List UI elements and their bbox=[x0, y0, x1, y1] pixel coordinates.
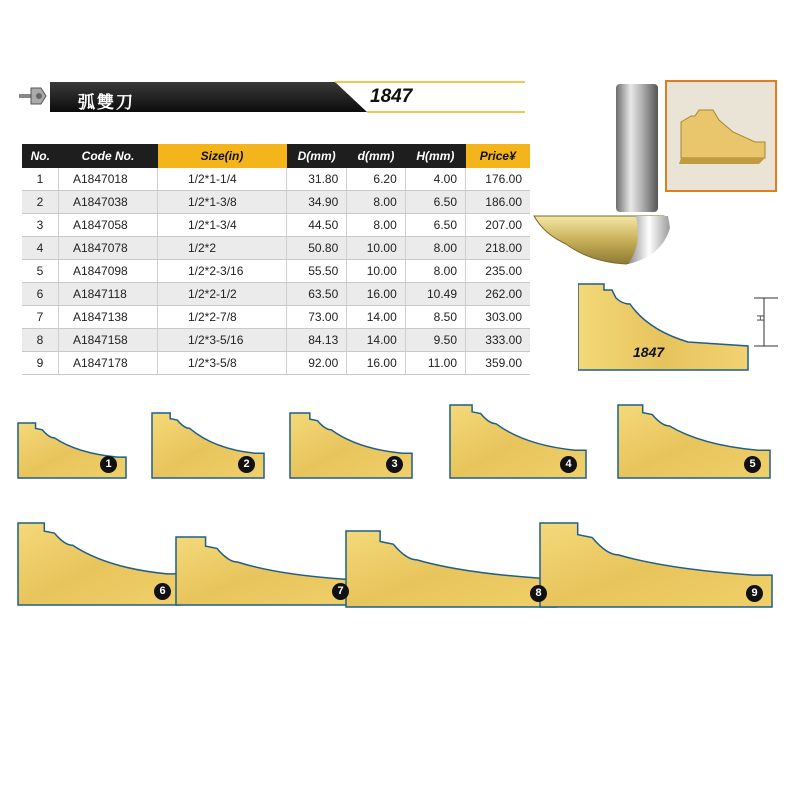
cell-code: A1847158 bbox=[59, 329, 158, 352]
table-row bbox=[22, 283, 530, 306]
cell-code: A1847178 bbox=[59, 352, 158, 375]
col-price: Price¥ bbox=[466, 144, 530, 168]
cell-H: 6.50 bbox=[405, 214, 465, 237]
cell-code: A1847058 bbox=[59, 214, 158, 237]
cell-code: A1847138 bbox=[59, 306, 158, 329]
cell-D: 63.50 bbox=[287, 283, 347, 306]
router-bit-icon bbox=[19, 88, 46, 104]
cell-D: 73.00 bbox=[287, 306, 347, 329]
cell-price: 176.00 bbox=[466, 168, 530, 191]
spec-table bbox=[22, 144, 530, 375]
cell-no: 2 bbox=[22, 191, 59, 214]
cell-D: 50.80 bbox=[287, 237, 347, 260]
cell-no: 8 bbox=[22, 329, 59, 352]
dimension-label: H bbox=[755, 314, 766, 322]
profile-number-badge: 6 bbox=[154, 583, 171, 600]
cell-H: 6.50 bbox=[405, 191, 465, 214]
table-row bbox=[22, 260, 530, 283]
table-row bbox=[22, 352, 530, 375]
cell-H: 8.00 bbox=[405, 260, 465, 283]
table-row bbox=[22, 214, 530, 237]
cell-size: 1/2*2-1/2 bbox=[158, 283, 287, 306]
profile-number-badge: 7 bbox=[332, 583, 349, 600]
col-d: d(mm) bbox=[347, 144, 406, 168]
cell-D: 84.13 bbox=[287, 329, 347, 352]
cell-H: 8.50 bbox=[405, 306, 465, 329]
cell-H: 8.00 bbox=[405, 237, 465, 260]
col-size: Size(in) bbox=[158, 144, 287, 168]
cell-size: 1/2*2-7/8 bbox=[158, 306, 287, 329]
table-header-row bbox=[22, 144, 530, 168]
cell-code: A1847038 bbox=[59, 191, 158, 214]
cell-H: 4.00 bbox=[405, 168, 465, 191]
profile-1847-large bbox=[578, 280, 784, 374]
profile-9 bbox=[540, 523, 772, 607]
cell-d: 6.20 bbox=[347, 168, 406, 191]
router-bit-photo bbox=[530, 78, 670, 278]
table-row bbox=[22, 168, 530, 191]
cell-H: 11.00 bbox=[405, 352, 465, 375]
cell-no: 5 bbox=[22, 260, 59, 283]
cell-D: 55.50 bbox=[287, 260, 347, 283]
cell-price: 359.00 bbox=[466, 352, 530, 375]
cell-H: 10.49 bbox=[405, 283, 465, 306]
cell-D: 31.80 bbox=[287, 168, 347, 191]
cell-D: 44.50 bbox=[287, 214, 347, 237]
cell-no: 9 bbox=[22, 352, 59, 375]
cell-D: 92.00 bbox=[287, 352, 347, 375]
cell-size: 1/2*1-1/4 bbox=[158, 168, 287, 191]
cell-price: 186.00 bbox=[466, 191, 530, 214]
profile-number-badge: 5 bbox=[744, 456, 761, 473]
cell-size: 1/2*1-3/4 bbox=[158, 214, 287, 237]
table-row bbox=[22, 237, 530, 260]
profile-number-badge: 4 bbox=[560, 456, 577, 473]
cell-D: 34.90 bbox=[287, 191, 347, 214]
col-no: No. bbox=[22, 144, 59, 168]
col-code: Code No. bbox=[59, 144, 158, 168]
cell-d: 14.00 bbox=[347, 306, 406, 329]
profiles-grid bbox=[0, 395, 800, 620]
wood-sample-photo bbox=[665, 80, 777, 192]
profile-8 bbox=[346, 531, 556, 607]
profile-label: 1847 bbox=[633, 344, 665, 360]
cell-d: 14.00 bbox=[347, 329, 406, 352]
profile-7 bbox=[176, 537, 358, 605]
cell-no: 1 bbox=[22, 168, 59, 191]
col-D: D(mm) bbox=[287, 144, 347, 168]
cell-no: 7 bbox=[22, 306, 59, 329]
table-row bbox=[22, 306, 530, 329]
cell-size: 1/2*2 bbox=[158, 237, 287, 260]
cell-price: 218.00 bbox=[466, 237, 530, 260]
profile-number-badge: 3 bbox=[386, 456, 403, 473]
model-number: 1847 bbox=[370, 86, 413, 107]
profile-number-badge: 8 bbox=[530, 585, 547, 602]
cell-size: 1/2*1-3/8 bbox=[158, 191, 287, 214]
cell-price: 333.00 bbox=[466, 329, 530, 352]
cell-size: 1/2*3-5/16 bbox=[158, 329, 287, 352]
cell-code: A1847118 bbox=[59, 283, 158, 306]
cell-price: 262.00 bbox=[466, 283, 530, 306]
cell-code: A1847078 bbox=[59, 237, 158, 260]
cell-price: 235.00 bbox=[466, 260, 530, 283]
cell-d: 10.00 bbox=[347, 260, 406, 283]
cell-d: 16.00 bbox=[347, 283, 406, 306]
cell-d: 16.00 bbox=[347, 352, 406, 375]
cell-price: 207.00 bbox=[466, 214, 530, 237]
cell-d: 8.00 bbox=[347, 191, 406, 214]
table-row bbox=[22, 329, 530, 352]
profile-number-badge: 9 bbox=[746, 585, 763, 602]
cell-code: A1847098 bbox=[59, 260, 158, 283]
cell-d: 8.00 bbox=[347, 214, 406, 237]
profile-number-badge: 2 bbox=[238, 456, 255, 473]
cell-code: A1847018 bbox=[59, 168, 158, 191]
col-H: H(mm) bbox=[405, 144, 465, 168]
cell-no: 3 bbox=[22, 214, 59, 237]
profile-number-badge: 1 bbox=[100, 456, 117, 473]
cell-size: 1/2*2-3/16 bbox=[158, 260, 287, 283]
table-row bbox=[22, 191, 530, 214]
cell-d: 10.00 bbox=[347, 237, 406, 260]
cell-price: 303.00 bbox=[466, 306, 530, 329]
cell-no: 6 bbox=[22, 283, 59, 306]
cell-H: 9.50 bbox=[405, 329, 465, 352]
cell-no: 4 bbox=[22, 237, 59, 260]
product-title: 弧雙刀 bbox=[78, 93, 135, 112]
cell-size: 1/2*3-5/8 bbox=[158, 352, 287, 375]
